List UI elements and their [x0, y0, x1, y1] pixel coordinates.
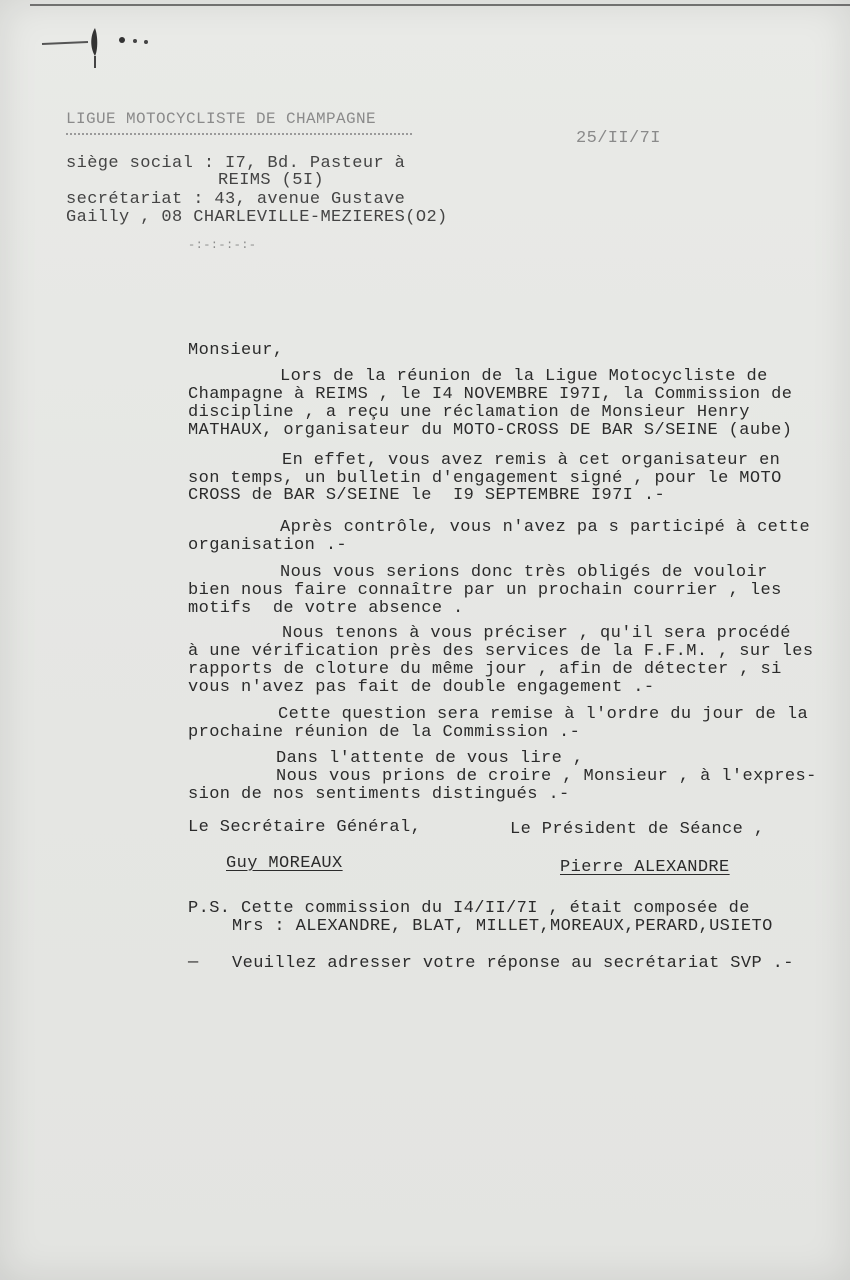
paragraph-2-line: son temps, un bulletin d'engagement signé , pour le MOTO — [188, 469, 782, 488]
paragraph-1-line: Lors de la réunion de la Ligue Motocycliste de — [280, 367, 768, 386]
paragraph-2-line: En effet, vous avez remis à cet organisateur en — [282, 451, 781, 470]
secretary-name: Guy MOREAUX — [226, 854, 343, 873]
paragraph-1-line: discipline , a reçu une réclamation de Monsieur Henry — [188, 403, 750, 422]
league-underline — [66, 133, 412, 137]
head-office-line-2: REIMS (5I) — [218, 171, 325, 190]
paragraph-3-line: Après contrôle, vous n'avez pa s participé à cette — [280, 518, 811, 537]
secretariat-line-2: Gailly , 08 CHARLEVILLE-MEZIERES(O2) — [66, 208, 448, 227]
paragraph-4-line: Nous vous serions donc très obligés de vouloir — [280, 563, 768, 582]
salutation: Monsieur, — [188, 341, 284, 360]
postscript-dash: — — [188, 953, 199, 972]
head-office-line-1: siège social : I7, Bd. Pasteur à — [66, 154, 406, 173]
postscript-line-1: P.S. Cette commission du I4/II/7I , était composée de — [188, 899, 750, 918]
secretary-title: Le Secrétaire Général, — [188, 818, 422, 837]
paragraph-2-line: CROSS de BAR S/SEINE le I9 SEPTEMBRE I97I .- — [188, 486, 666, 505]
president-title: Le Président de Séance , — [510, 820, 765, 839]
paragraph-4-line: bien nous faire connaître par un prochain courrier , les — [188, 581, 782, 600]
paragraph-5-line: rapports de cloture du même jour , afin de détecter , si — [188, 660, 782, 679]
postscript-line-2: Mrs : ALEXANDRE, BLAT, MILLET,MOREAUX,PERARD,USIETO — [232, 917, 773, 936]
paragraph-4-line: motifs de votre absence . — [188, 599, 464, 618]
header-ornament: -:-:-:-:- — [188, 238, 257, 252]
paragraph-7-line: Dans l'attente de vous lire , — [276, 749, 584, 768]
secretariat-line-1: secrétariat : 43, avenue Gustave — [66, 190, 406, 209]
president-name: Pierre ALEXANDRE — [560, 858, 730, 877]
paragraph-5-line: à une vérification près des services de la F.F.M. , sur les — [188, 642, 814, 661]
paragraph-7-line: Nous vous prions de croire , Monsieur , à l'expres- — [276, 767, 817, 786]
postscript-note: Veuillez adresser votre réponse au secrétariat SVP .- — [232, 954, 794, 973]
letter-date: 25/II/7I — [576, 129, 661, 148]
paragraph-6-line: Cette question sera remise à l'ordre du jour de la — [278, 705, 809, 724]
top-edge-line — [30, 4, 850, 6]
paragraph-1-line: MATHAUX, organisateur du MOTO-CROSS DE BAR S/SEINE (aube) — [188, 421, 793, 440]
paragraph-6-line: prochaine réunion de la Commission .- — [188, 723, 581, 742]
paragraph-7-line: sion de nos sentiments distingués .- — [188, 785, 570, 804]
handwritten-mark-icon — [40, 22, 170, 72]
paragraph-5-line: vous n'avez pas fait de double engagement .- — [188, 678, 655, 697]
paragraph-5-line: Nous tenons à vous préciser , qu'il sera procédé — [282, 624, 791, 643]
paragraph-3-line: organisation .- — [188, 536, 348, 555]
paragraph-1-line: Champagne à REIMS , le I4 NOVEMBRE I97I, la Commission de — [188, 385, 793, 404]
league-name: LIGUE MOTOCYCLISTE DE CHAMPAGNE — [66, 110, 377, 128]
